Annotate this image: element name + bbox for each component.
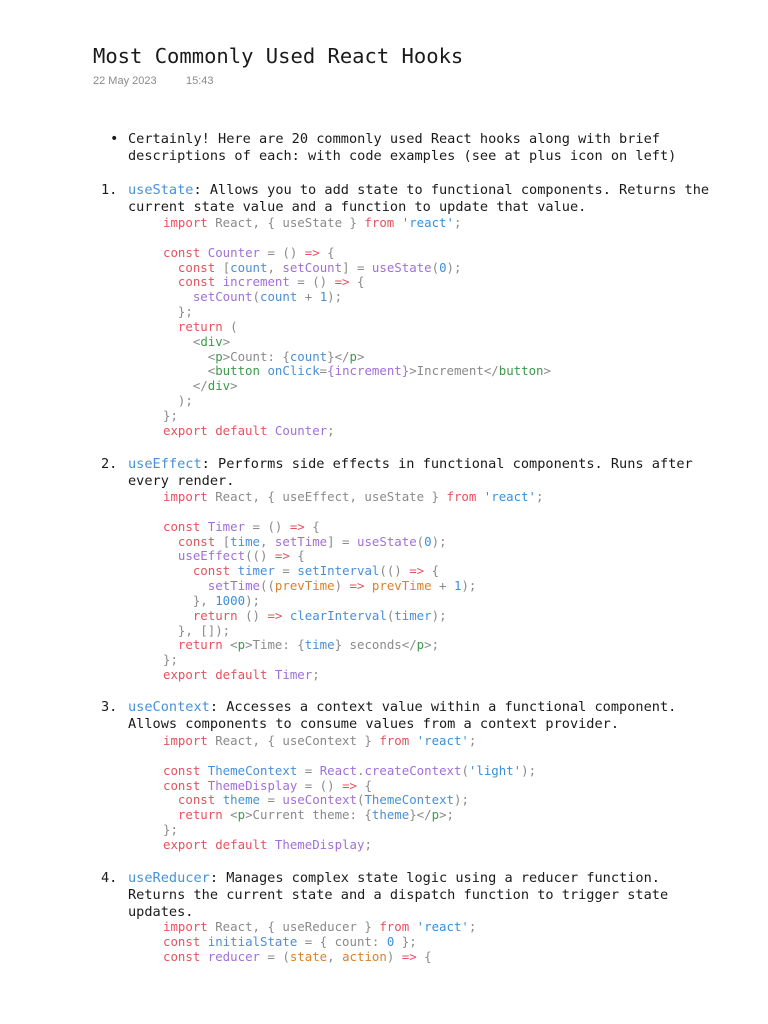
note-time: 15:43: [186, 75, 214, 87]
code-line: export default Timer;: [163, 667, 320, 683]
bullet-icon: •: [110, 131, 119, 147]
code-line: return () => clearInterval(timer);: [163, 607, 447, 623]
hook-desc-text: : Manages complex state logic using a reducer function.: [209, 870, 660, 886]
note-date: 22 May 2023: [93, 75, 157, 87]
code-line: const Timer = () => {: [163, 518, 320, 534]
code-line: export default Counter;: [163, 422, 335, 438]
code-line: const [time, setTime] = useState(0);: [163, 533, 447, 549]
hook-name-link[interactable]: useEffect: [128, 456, 202, 472]
note-title: Most Commonly Used React Hooks: [93, 44, 464, 68]
hook-description: [128, 182, 709, 199]
hook-desc-line: Allows components to consume values from a context provider.: [128, 716, 620, 732]
code-line: const initialState = { count: 0 };: [163, 933, 417, 949]
code-line: const ThemeContext = React.createContext('light');: [163, 762, 537, 778]
hook-desc-text: : Performs side effects in functional components. Runs after: [201, 456, 693, 472]
hook-description: [128, 870, 660, 887]
code-line: [163, 749, 536, 764]
code-line: const increment = () => {: [163, 274, 365, 290]
hook-desc-line: Returns the current state and a dispatch function to trigger state: [128, 887, 669, 903]
code-line: }, 1000);: [163, 592, 260, 608]
hook-description: [128, 699, 676, 716]
code-line: };: [163, 822, 178, 838]
code-line: const timer = setInterval(() => {: [163, 563, 440, 579]
code-line: setCount(count + 1);: [192, 289, 343, 305]
list-number: 1.: [101, 182, 118, 198]
code-line: );: [163, 393, 193, 409]
hook-name-link[interactable]: useReducer: [128, 870, 210, 886]
list-number: 3.: [101, 699, 118, 715]
code-line: const [count, setCount] = useState(0);: [163, 259, 462, 275]
code-block: [163, 216, 551, 439]
code-line: import React, { useState } from 'react';: [163, 215, 462, 230]
code-line: export default ThemeDisplay;: [163, 836, 372, 852]
code-line: const reducer = (state, action) => {: [163, 948, 432, 964]
code-line: [163, 231, 551, 246]
code-line: <p>Count: {count}</p>: [163, 348, 365, 364]
code-line: return <p>Time: {time} seconds</p>;: [163, 637, 440, 653]
hook-desc-line: every render.: [128, 473, 235, 489]
code-line: </div>: [163, 378, 238, 394]
intro-line-2: descriptions of each: with code examples (see at plus icon on left): [128, 148, 677, 164]
code-line: import React, { useContext } from 'react';: [163, 733, 477, 748]
code-block: [163, 920, 476, 966]
code-line: const theme = useContext(ThemeContext);: [163, 792, 469, 808]
code-line: import React, { useReducer } from 'react';: [163, 920, 477, 934]
hook-desc-text: : Accesses a context value within a functional component.: [209, 699, 677, 715]
hook-name-link[interactable]: useState: [128, 182, 194, 198]
list-number: 2.: [101, 456, 118, 472]
code-block: [163, 490, 543, 683]
code-line: <button onClick={increment}>Increment</button>: [163, 363, 551, 379]
hook-desc-line: updates.: [128, 904, 194, 920]
hook-desc-line: current state value and a function to update that value.: [128, 199, 587, 215]
code-line: [163, 505, 543, 520]
intro-line-1: Certainly! Here are 20 commonly used React hooks along with brief: [128, 131, 660, 147]
code-line: };: [163, 407, 178, 423]
code-line: };: [163, 304, 193, 320]
code-line: };: [163, 652, 178, 668]
hook-desc-text: : Allows you to add state to functional components. Returns the: [193, 182, 710, 198]
code-line: <div>: [163, 333, 231, 349]
code-line: useEffect(() => {: [177, 548, 305, 564]
hook-description: [128, 456, 693, 473]
code-line: return <p>Current theme: {theme}</p>;: [163, 807, 454, 823]
code-block: [163, 734, 536, 853]
code-line: setTime((prevTime) => prevTime + 1);: [207, 578, 477, 594]
list-number: 4.: [101, 870, 118, 886]
code-line: import React, { useEffect, useState } from 'react';: [163, 489, 544, 504]
hook-name-link[interactable]: useContext: [128, 699, 210, 715]
code-line: const ThemeDisplay = () => {: [163, 777, 372, 793]
code-line: const Counter = () => {: [163, 244, 335, 260]
code-line: return (: [163, 318, 238, 334]
code-line: }, []);: [163, 622, 231, 638]
